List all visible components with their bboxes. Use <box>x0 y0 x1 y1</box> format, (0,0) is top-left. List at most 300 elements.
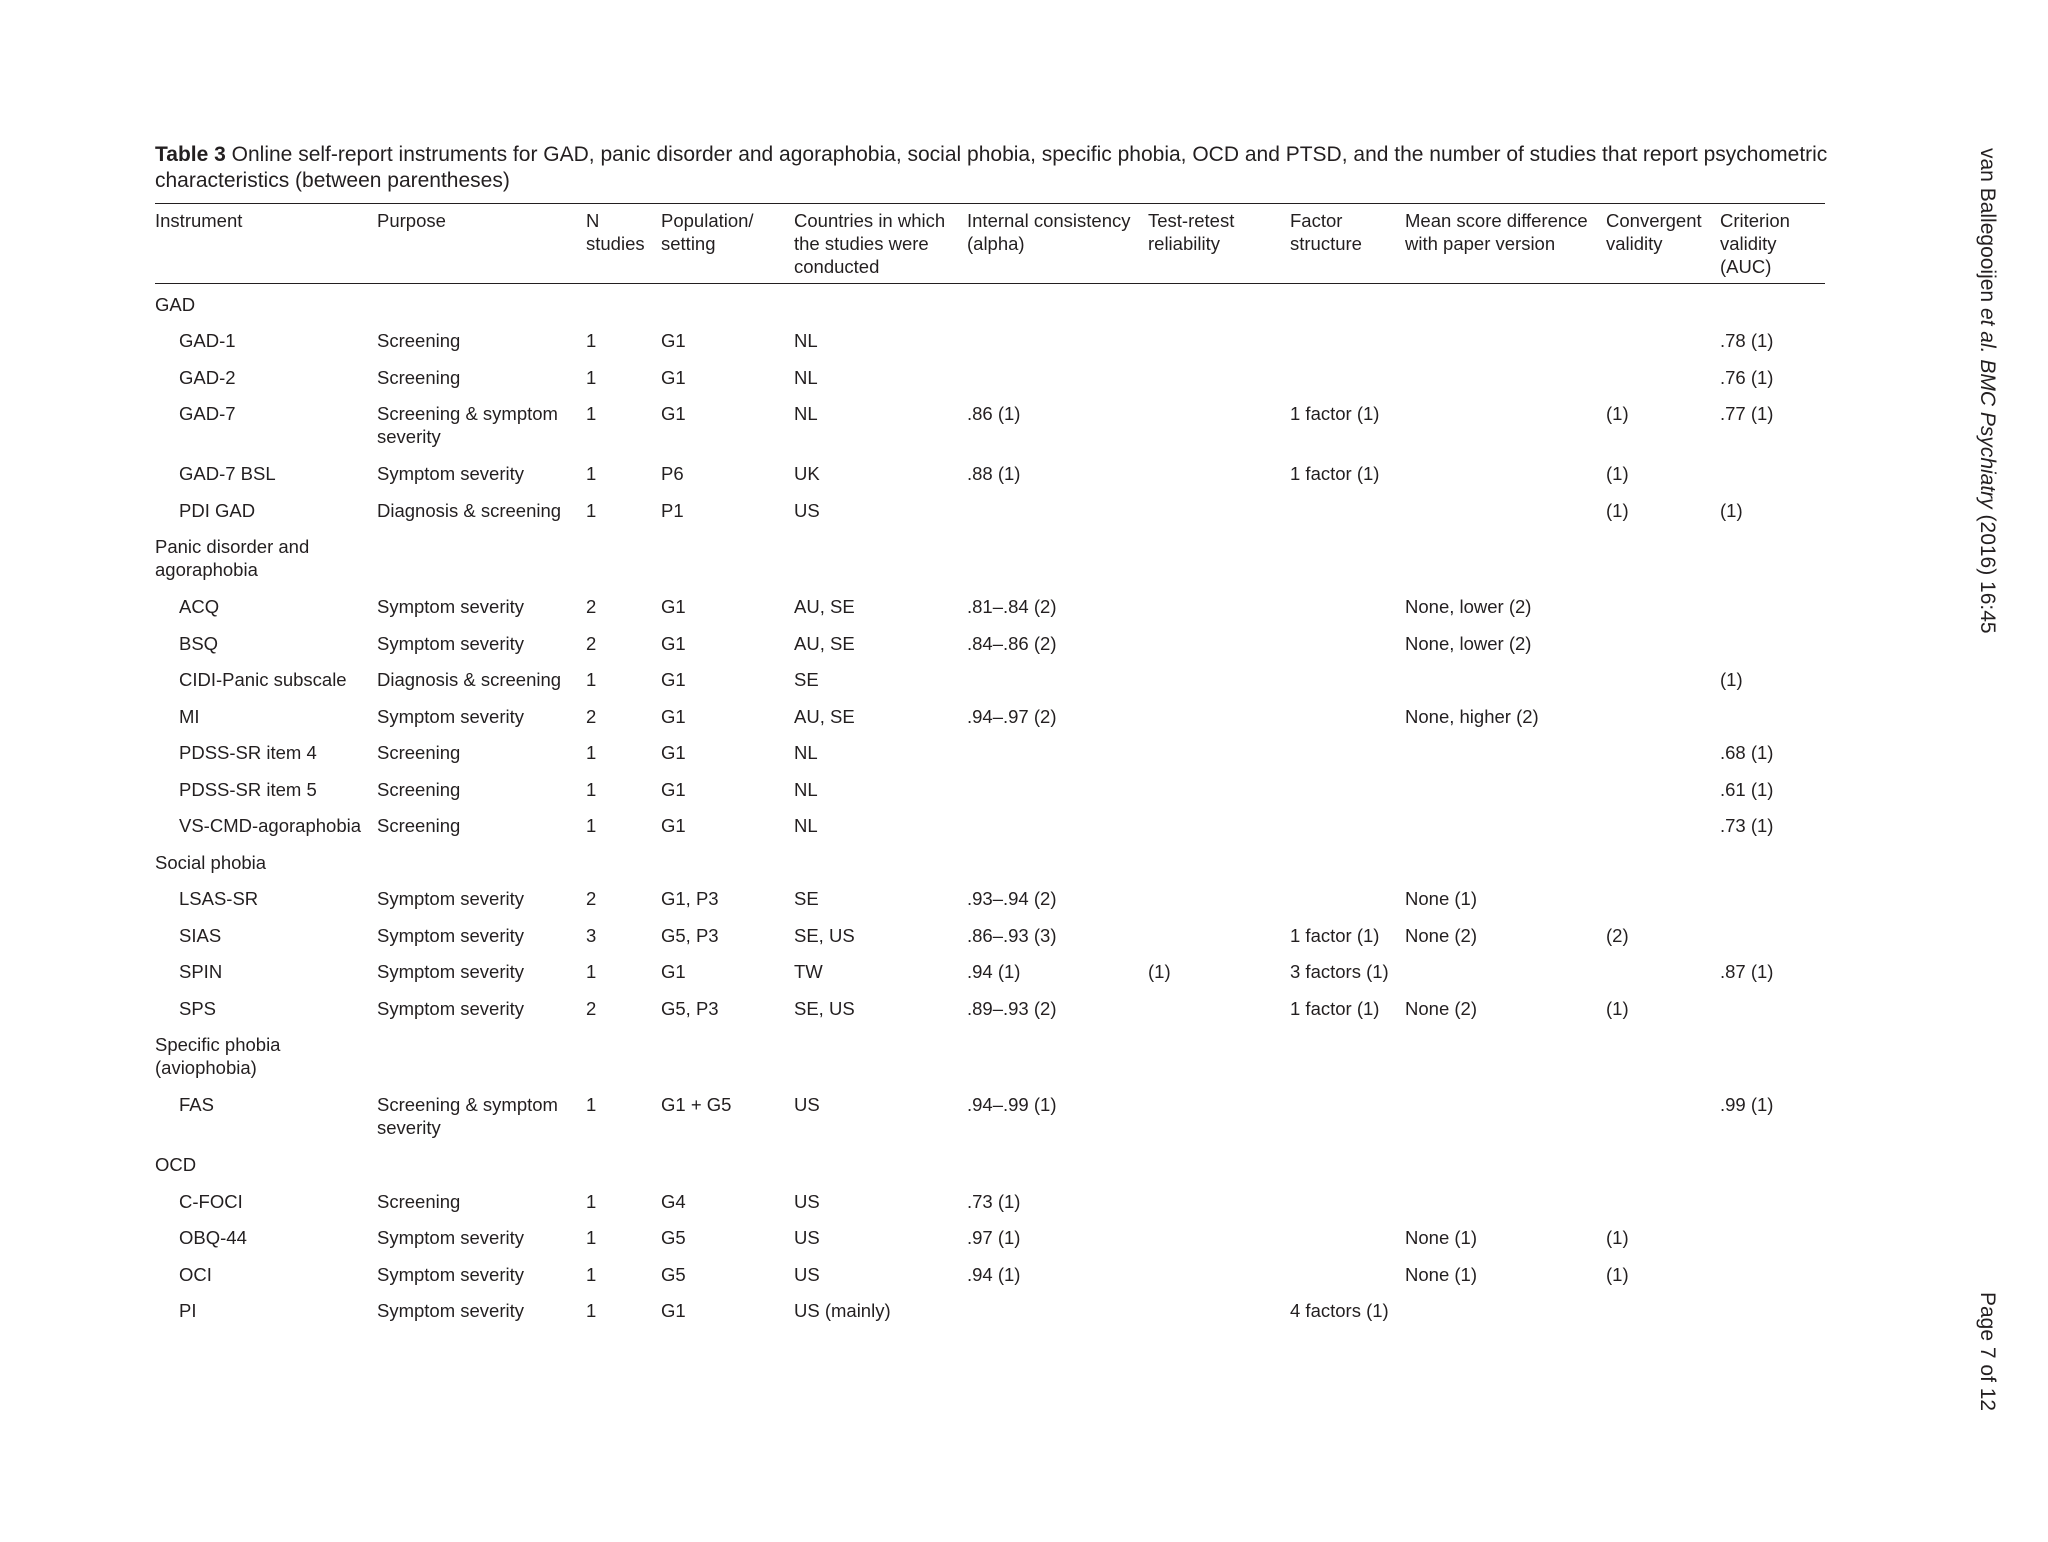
running-head <box>1972 148 2002 634</box>
table-cell <box>1606 659 1720 696</box>
table-cell: NL <box>794 815 818 836</box>
table-cell: Screening <box>377 778 461 800</box>
instrument-cell: BSQ <box>179 632 219 654</box>
table-cell <box>1148 393 1290 453</box>
empty-cell <box>1606 1024 1720 1084</box>
table-cell: Symptom severity <box>377 632 525 654</box>
instrument-cell: SPS <box>179 997 217 1019</box>
table-cell: G1, P3 <box>661 888 719 909</box>
instrument-cell: GAD-7 <box>179 403 236 424</box>
empty-cell <box>586 1144 661 1181</box>
empty-cell <box>661 1144 794 1181</box>
table-cell: .88 (1) <box>967 463 1021 484</box>
table-cell <box>1405 659 1606 696</box>
table-cell <box>1148 1254 1290 1291</box>
table-cell: Symptom severity <box>377 924 525 946</box>
table-row <box>155 1290 1825 1327</box>
table-cell: G1 <box>661 632 686 654</box>
table-cell <box>1720 623 1825 660</box>
table-cell: Symptom severity <box>377 1263 525 1285</box>
table-cell: Symptom severity <box>377 596 525 617</box>
table-cell <box>1290 357 1405 394</box>
table-cell <box>1405 1181 1606 1218</box>
table-cell: G1 <box>661 815 686 836</box>
table-cell: 1 <box>586 330 597 351</box>
empty-cell <box>377 1144 586 1181</box>
table-cell: .89–.93 (2) <box>967 997 1057 1019</box>
table-cell: SE, US <box>794 924 855 946</box>
table-cell: G1 <box>661 596 686 617</box>
table-cell <box>1405 320 1606 357</box>
table-cell <box>1290 490 1405 527</box>
empty-cell <box>1405 1144 1606 1181</box>
table-cell: None, higher (2) <box>1405 705 1539 727</box>
table-cell: .61 (1) <box>1720 778 1774 800</box>
table-cell <box>1290 1084 1405 1144</box>
instruments-table <box>155 203 1825 1327</box>
table-cell <box>1720 1181 1825 1218</box>
table-cell: US <box>794 1094 820 1115</box>
table-cell: .73 (1) <box>1720 815 1774 836</box>
empty-cell <box>1148 1144 1290 1181</box>
table-cell <box>1290 659 1405 696</box>
table-cell <box>1720 988 1825 1025</box>
table-cell: .68 (1) <box>1720 742 1774 763</box>
table-cell <box>1148 623 1290 660</box>
header-internal-consistency: Internal consistency (alpha) <box>967 204 1148 284</box>
table-cell <box>1290 623 1405 660</box>
instrument-cell: MI <box>179 705 200 727</box>
table-cell: NL <box>794 742 818 763</box>
table-cell: None (2) <box>1405 997 1477 1019</box>
table-cell: 4 factors (1) <box>1290 1300 1389 1321</box>
table-cell: 2 <box>586 888 597 909</box>
table-cell <box>967 490 1148 527</box>
instrument-cell: CIDI-Panic subscale <box>179 669 347 690</box>
empty-cell <box>661 1024 794 1084</box>
table-cell: .81–.84 (2) <box>967 596 1057 617</box>
caption-label: Table 3 <box>155 143 226 166</box>
table-cell: .94–.97 (2) <box>967 705 1057 727</box>
table-cell: 1 <box>586 1190 597 1212</box>
table-cell: None, lower (2) <box>1405 596 1532 617</box>
table-cell: G1 <box>661 669 686 690</box>
table-cell <box>1606 1290 1720 1327</box>
table-cell <box>1720 1254 1825 1291</box>
table-cell <box>1290 769 1405 806</box>
empty-cell <box>377 284 586 321</box>
table-cell <box>1290 1181 1405 1218</box>
table-row <box>155 623 1825 660</box>
table-row <box>155 696 1825 733</box>
table-cell: 1 <box>586 961 597 982</box>
section-row <box>155 284 1825 321</box>
empty-cell <box>586 526 661 586</box>
table-cell <box>1290 1254 1405 1291</box>
header-mean-score-difference: Mean score difference with paper version <box>1405 204 1606 284</box>
table-cell: .99 (1) <box>1720 1094 1774 1115</box>
table-row <box>155 453 1825 490</box>
table-cell: 1 <box>586 778 597 800</box>
empty-cell <box>1290 842 1405 879</box>
table-cell: (1) <box>1720 499 1743 521</box>
table-cell <box>1148 696 1290 733</box>
table-cell: Symptom severity <box>377 1227 525 1248</box>
table-row <box>155 732 1825 769</box>
section-row <box>155 842 1825 879</box>
table-cell: .77 (1) <box>1720 403 1774 424</box>
table-cell: Screening <box>377 1190 461 1212</box>
instrument-cell: GAD-2 <box>179 366 236 388</box>
table-cell <box>1148 453 1290 490</box>
table-row <box>155 988 1825 1025</box>
empty-cell <box>1405 1024 1606 1084</box>
table-cell: .84–.86 (2) <box>967 632 1057 654</box>
table-cell <box>1606 951 1720 988</box>
table-cell <box>1405 1290 1606 1327</box>
table-cell <box>1290 320 1405 357</box>
table-cell <box>967 659 1148 696</box>
table-cell <box>1405 357 1606 394</box>
table-row <box>155 393 1825 453</box>
table-cell: G5 <box>661 1263 686 1285</box>
table-row <box>155 878 1825 915</box>
empty-cell <box>794 526 967 586</box>
table-cell <box>1148 1217 1290 1254</box>
instrument-cell: PDSS-SR item 5 <box>179 778 317 800</box>
section-title: Panic disorder and agoraphobia <box>155 536 310 580</box>
empty-cell <box>1405 284 1606 321</box>
table-cell: G1 <box>661 330 686 351</box>
table-cell <box>1606 320 1720 357</box>
table-cell: P1 <box>661 499 684 521</box>
table-cell: UK <box>794 463 820 484</box>
empty-cell <box>377 842 586 879</box>
empty-cell <box>1148 284 1290 321</box>
instrument-cell: PI <box>179 1300 197 1321</box>
instrument-cell: PDI GAD <box>179 499 256 521</box>
table-cell: 1 <box>586 1227 597 1248</box>
table-cell: Screening & symptom severity <box>377 1094 558 1138</box>
section-row <box>155 526 1825 586</box>
table-cell: .93–.94 (2) <box>967 888 1057 909</box>
section-title: Social phobia <box>155 851 267 873</box>
table-cell: (1) <box>1606 1227 1629 1248</box>
table-cell <box>1720 696 1825 733</box>
table-cell <box>1148 320 1290 357</box>
table-cell <box>1290 878 1405 915</box>
table-cell: .94 (1) <box>967 1263 1021 1285</box>
table-cell: US <box>794 1263 820 1285</box>
table-cell: .94 (1) <box>967 961 1021 982</box>
table-cell <box>1405 732 1606 769</box>
table-cell <box>967 769 1148 806</box>
table-cell: None, lower (2) <box>1405 632 1532 654</box>
table-cell: SE <box>794 888 819 909</box>
table-cell: 1 <box>586 403 597 424</box>
empty-cell <box>967 1024 1148 1084</box>
table-cell: 2 <box>586 705 597 727</box>
header-n-studies: N studies <box>586 204 661 284</box>
table-cell <box>1606 696 1720 733</box>
table-cell <box>1606 732 1720 769</box>
section-row <box>155 1144 1825 1181</box>
section-title: GAD <box>155 294 196 315</box>
table-cell: .76 (1) <box>1720 366 1774 388</box>
table-cell: Screening & symptom severity <box>377 403 558 447</box>
table-cell: 2 <box>586 997 597 1019</box>
table-cell <box>967 1290 1148 1327</box>
table-cell: Screening <box>377 330 461 351</box>
table-cell <box>1148 659 1290 696</box>
table-cell <box>1606 586 1720 623</box>
table-cell <box>1290 732 1405 769</box>
header-instrument: Instrument <box>155 204 377 284</box>
table-cell: G1 <box>661 1300 686 1321</box>
caption-text: Online self-report instruments for GAD, panic disorder and agoraphobia, social phobia, specific phobia, OCD and PTSD, and the number of studies that report psychometric characteristics (between parentheses) <box>155 143 1828 192</box>
empty-cell <box>1720 284 1825 321</box>
table-cell <box>1148 769 1290 806</box>
table-cell <box>1148 357 1290 394</box>
table-cell <box>1720 915 1825 952</box>
empty-cell <box>1720 1024 1825 1084</box>
table-cell: .86 (1) <box>967 403 1021 424</box>
table-cell <box>1148 805 1290 842</box>
table-header-row <box>155 204 1825 284</box>
table-cell: G4 <box>661 1190 686 1212</box>
table-cell <box>1148 915 1290 952</box>
running-head-authors: van Ballegooijen <box>1976 148 1999 308</box>
empty-cell <box>794 1144 967 1181</box>
empty-cell <box>794 1024 967 1084</box>
table-cell: Symptom severity <box>377 997 525 1019</box>
table-cell: None (2) <box>1405 924 1477 946</box>
empty-cell <box>967 842 1148 879</box>
instrument-cell: OBQ-44 <box>179 1227 247 1248</box>
table-cell: Symptom severity <box>377 1300 525 1321</box>
table-cell: TW <box>794 961 823 982</box>
table-cell: (1) <box>1606 403 1629 424</box>
table-caption <box>155 142 1835 194</box>
table-cell: P6 <box>661 463 684 484</box>
table-cell <box>1606 878 1720 915</box>
empty-cell <box>1148 526 1290 586</box>
table-cell <box>1606 1181 1720 1218</box>
table-cell <box>1405 769 1606 806</box>
table-cell <box>1405 393 1606 453</box>
instrument-cell: FAS <box>179 1094 214 1115</box>
table-cell: US <box>794 1227 820 1248</box>
empty-cell <box>1290 526 1405 586</box>
empty-cell <box>967 526 1148 586</box>
table-cell: NL <box>794 403 818 424</box>
table-cell <box>1720 453 1825 490</box>
table-cell: G5, P3 <box>661 997 719 1019</box>
table-cell: 1 factor (1) <box>1290 463 1380 484</box>
table-cell <box>1405 805 1606 842</box>
table-cell: (1) <box>1148 961 1171 982</box>
table-cell: AU, SE <box>794 596 855 617</box>
section-title: OCD <box>155 1154 197 1175</box>
instrument-cell: SIAS <box>179 924 222 946</box>
table-cell: 1 <box>586 815 597 836</box>
table-cell <box>1720 1217 1825 1254</box>
table-cell: 3 <box>586 924 597 946</box>
table-cell <box>1290 805 1405 842</box>
table-row <box>155 1217 1825 1254</box>
table-cell: 2 <box>586 596 597 617</box>
table-cell <box>1606 1084 1720 1144</box>
table-cell <box>1148 490 1290 527</box>
table-row <box>155 659 1825 696</box>
table-row <box>155 1181 1825 1218</box>
table-cell <box>1606 805 1720 842</box>
table-cell: .94–.99 (1) <box>967 1094 1057 1115</box>
table-row <box>155 320 1825 357</box>
instrument-cell: C-FOCI <box>179 1190 243 1212</box>
instrument-cell: GAD-1 <box>179 330 236 351</box>
table-cell: Screening <box>377 815 461 836</box>
table-cell: None (1) <box>1405 1227 1477 1248</box>
table-cell <box>1290 586 1405 623</box>
empty-cell <box>661 842 794 879</box>
empty-cell <box>967 1144 1148 1181</box>
header-criterion-validity: Criterion validity (AUC) <box>1720 204 1825 284</box>
empty-cell <box>1606 842 1720 879</box>
table-cell: G1 <box>661 742 686 763</box>
table-row <box>155 490 1825 527</box>
table-cell: None (1) <box>1405 888 1477 909</box>
table-cell: 1 <box>586 1263 597 1285</box>
table-cell: AU, SE <box>794 632 855 654</box>
table-cell: G5 <box>661 1227 686 1248</box>
table-cell: .78 (1) <box>1720 330 1774 351</box>
table-row <box>155 1254 1825 1291</box>
table-cell: 1 <box>586 1300 597 1321</box>
table-cell <box>1148 988 1290 1025</box>
instrument-cell: ACQ <box>179 596 220 617</box>
table-cell <box>1405 490 1606 527</box>
table-cell: 1 <box>586 366 597 388</box>
empty-cell <box>661 284 794 321</box>
empty-cell <box>1720 526 1825 586</box>
empty-cell <box>377 526 586 586</box>
table-cell <box>967 732 1148 769</box>
header-countries: Countries in which the studies were conducted <box>794 204 967 284</box>
table-cell: 1 <box>586 499 597 521</box>
table-cell: 1 factor (1) <box>1290 403 1380 424</box>
instrument-cell: OCI <box>179 1263 212 1285</box>
table-cell <box>1720 586 1825 623</box>
table-cell: Diagnosis & screening <box>377 669 562 690</box>
instrument-cell: PDSS-SR item 4 <box>179 742 317 763</box>
empty-cell <box>1405 842 1606 879</box>
table-cell: G1 <box>661 366 686 388</box>
section-title: Specific phobia (aviophobia) <box>155 1034 281 1078</box>
empty-cell <box>1606 526 1720 586</box>
table-cell: .87 (1) <box>1720 961 1774 982</box>
table-cell: Screening <box>377 366 461 388</box>
empty-cell <box>377 1024 586 1084</box>
table-cell <box>1720 1290 1825 1327</box>
table-cell <box>967 320 1148 357</box>
table-cell <box>1606 769 1720 806</box>
empty-cell <box>794 842 967 879</box>
table-row <box>155 586 1825 623</box>
table-cell: G1 <box>661 705 686 727</box>
table-cell: Symptom severity <box>377 888 525 909</box>
table-row <box>155 805 1825 842</box>
table-cell: 2 <box>586 632 597 654</box>
table-cell <box>1720 878 1825 915</box>
table-cell <box>1148 1290 1290 1327</box>
table-cell: 1 <box>586 463 597 484</box>
instrument-cell: GAD-7 BSL <box>179 463 276 484</box>
empty-cell <box>1405 526 1606 586</box>
table-cell: (1) <box>1606 997 1629 1019</box>
table-cell: None (1) <box>1405 1263 1477 1285</box>
table-cell: US <box>794 499 820 521</box>
table-cell <box>967 357 1148 394</box>
table-cell <box>1148 586 1290 623</box>
header-test-retest: Test-retest reliability <box>1148 204 1290 284</box>
instrument-cell: LSAS-SR <box>179 888 259 909</box>
table-cell <box>1405 453 1606 490</box>
header-factor-structure: Factor structure <box>1290 204 1405 284</box>
table-cell: Symptom severity <box>377 463 525 484</box>
instrument-cell: VS-CMD-agoraphobia <box>179 815 362 836</box>
empty-cell <box>1720 842 1825 879</box>
table-container <box>155 203 1825 1327</box>
table-cell: 3 factors (1) <box>1290 961 1389 982</box>
running-head-journal: et al. BMC Psychiatry <box>1976 307 1999 509</box>
table-cell <box>1290 1217 1405 1254</box>
table-cell: 1 factor (1) <box>1290 997 1380 1019</box>
table-cell <box>1148 878 1290 915</box>
empty-cell <box>794 284 967 321</box>
empty-cell <box>1290 284 1405 321</box>
table-cell: Symptom severity <box>377 961 525 982</box>
table-cell: 1 <box>586 1094 597 1115</box>
table-row <box>155 357 1825 394</box>
table-row <box>155 915 1825 952</box>
table-cell: .73 (1) <box>967 1190 1021 1212</box>
table-cell: NL <box>794 366 818 388</box>
empty-cell <box>661 526 794 586</box>
header-population: Population/ setting <box>661 204 794 284</box>
table-cell: G5, P3 <box>661 924 719 946</box>
table-cell <box>1405 1084 1606 1144</box>
table-cell: SE <box>794 669 819 690</box>
table-cell: .97 (1) <box>967 1227 1021 1248</box>
empty-cell <box>1148 1024 1290 1084</box>
table-cell <box>1290 696 1405 733</box>
table-row <box>155 951 1825 988</box>
empty-cell <box>586 1024 661 1084</box>
empty-cell <box>1606 1144 1720 1181</box>
table-cell <box>967 805 1148 842</box>
table-cell: US (mainly) <box>794 1300 891 1321</box>
empty-cell <box>586 284 661 321</box>
header-purpose: Purpose <box>377 204 586 284</box>
instrument-cell: SPIN <box>179 961 223 982</box>
table-cell: AU, SE <box>794 705 855 727</box>
table-cell: 1 <box>586 742 597 763</box>
empty-cell <box>1606 284 1720 321</box>
header-convergent-validity: Convergent validity <box>1606 204 1720 284</box>
table-cell: NL <box>794 330 818 351</box>
table-cell: 1 factor (1) <box>1290 924 1380 946</box>
